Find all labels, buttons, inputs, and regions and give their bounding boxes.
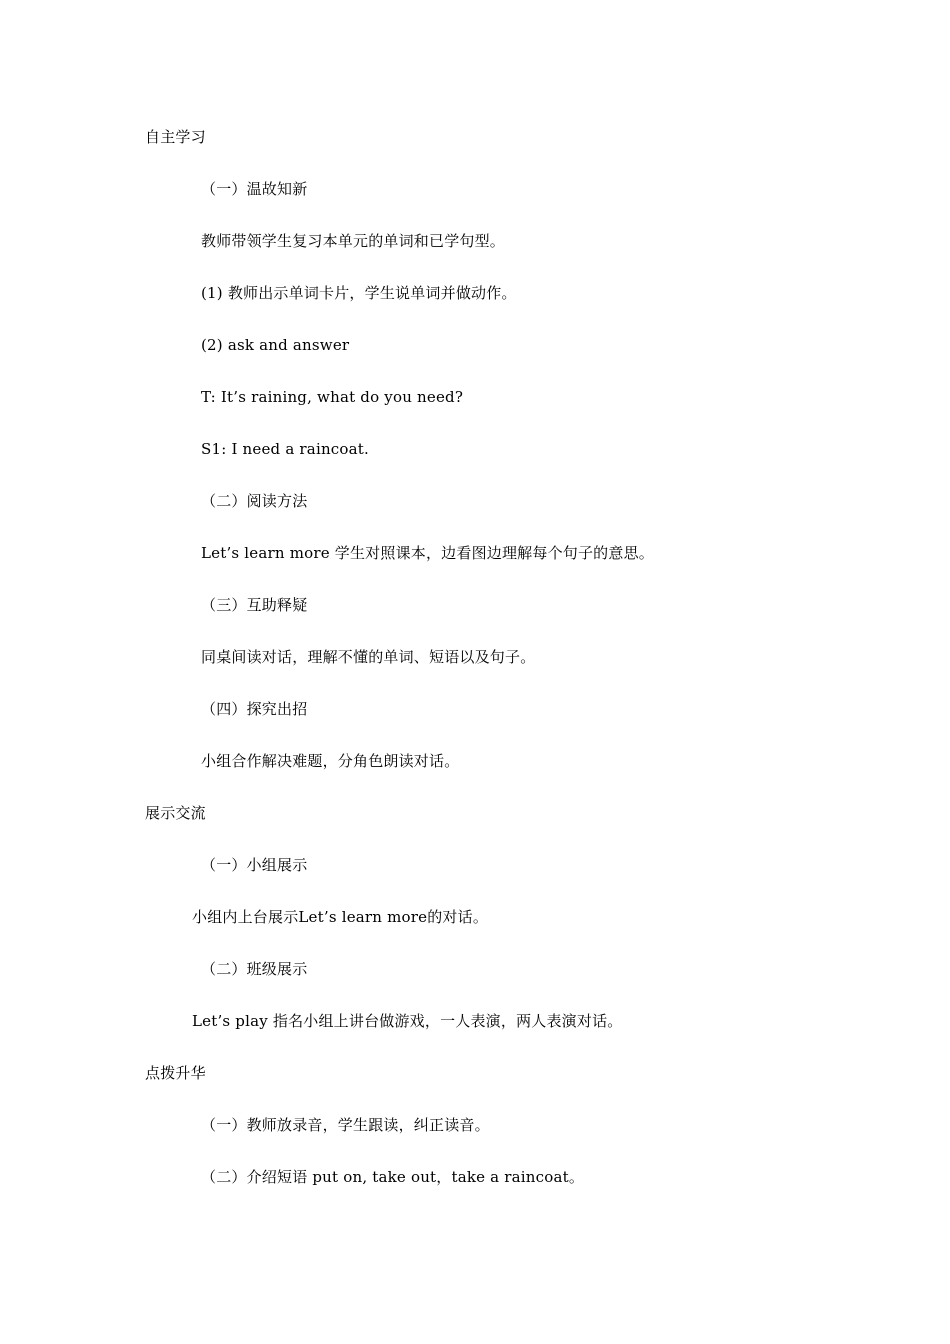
paragraph: (2) ask and answer bbox=[201, 336, 350, 354]
subheading-reading-method: （二）阅读方法 bbox=[201, 492, 308, 510]
subheading-group-show: （一）小组展示 bbox=[201, 856, 308, 874]
paragraph: Let’s learn more 学生对照课本，边看图边理解每个句子的意思。 bbox=[201, 544, 654, 562]
subheading-explore: （四）探究出招 bbox=[201, 700, 308, 718]
paragraph: S1: I need a raincoat. bbox=[201, 440, 369, 458]
subheading-recording: （一）教师放录音，学生跟读，纠正读音。 bbox=[201, 1116, 490, 1134]
section-heading-guidance: 点拨升华 bbox=[145, 1064, 206, 1082]
subheading-class-show: （二）班级展示 bbox=[201, 960, 308, 978]
subheading-mutual-help: （三）互助释疑 bbox=[201, 596, 308, 614]
section-heading-self-study: 自主学习 bbox=[145, 128, 206, 146]
paragraph: 小组内上台展示Let’s learn more的对话。 bbox=[192, 908, 489, 926]
subheading-phrases: （二）介绍短语 put on, take out，take a raincoat。 bbox=[201, 1168, 585, 1186]
paragraph: 小组合作解决难题，分角色朗读对话。 bbox=[201, 752, 460, 770]
subheading-review: （一）温故知新 bbox=[201, 180, 308, 198]
paragraph: (1) 教师出示单词卡片，学生说单词并做动作。 bbox=[201, 284, 517, 302]
paragraph: 同桌间读对话，理解不懂的单词、短语以及句子。 bbox=[201, 648, 536, 666]
paragraph: Let’s play 指名小组上讲台做游戏，一人表演，两人表演对话。 bbox=[192, 1012, 623, 1030]
paragraph: T: It’s raining, what do you need? bbox=[201, 388, 464, 406]
paragraph: 教师带领学生复习本单元的单词和已学句型。 bbox=[201, 232, 506, 250]
section-heading-presentation: 展示交流 bbox=[145, 804, 206, 822]
